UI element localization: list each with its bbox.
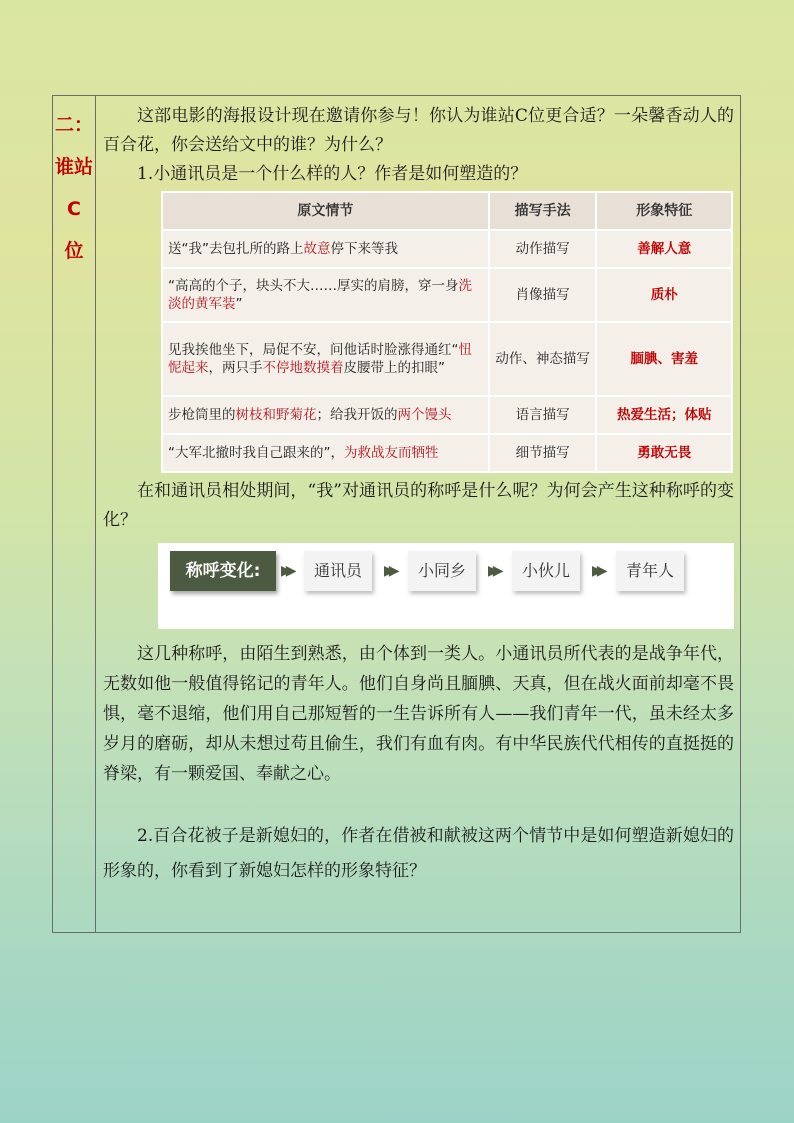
plot-text: ；给我开饭的: [316, 407, 398, 423]
plot-text: 步枪筒里的: [168, 407, 236, 423]
highlight-text: 树枝和野菊花: [235, 407, 317, 423]
paragraph-3: 这几种称呼，由陌生到熟悉，由个体到一类人。小通讯员所代表的是战争年代，无数如他一般值得铭记的青年人。他们自身尚且腼腆、天真，但在战火面前却毫不畏惧，毫不退缩，他们用自己那短暂的一生告诉所有人——我们青年一代，虽未经太多岁月的磨砺，却从未想过苟且偷生，我们有血有肉。有中华民族代代相传的直挺挺的脊梁，有一颗爱国、奉献之心。: [103, 644, 734, 784]
cell-method: 细节描写: [489, 434, 597, 472]
plot-text: 皮腰带上的扣眼”: [343, 360, 445, 376]
header-method: 描写手法: [489, 192, 597, 230]
question-2: 2.百合花被子是新媳妇的，作者在借被和献被这两个情节中是如何塑造新媳妇的形象的，你看到了新媳妇怎样的形象特征？: [103, 826, 734, 881]
cell-plot: [162, 396, 489, 434]
section-label-line: 二：: [54, 114, 93, 136]
cell-feature: 热爱生活；体贴: [596, 396, 732, 434]
cell-feature: 善解人意: [596, 230, 732, 268]
double-arrow-icon: ▶▶: [592, 563, 602, 579]
plot-text: 送“我”去包扎所的路上: [168, 241, 304, 257]
cell-feature: 勇敢无畏: [596, 434, 732, 472]
highlight-text: 两个馒头: [397, 407, 452, 423]
cell-feature: 质朴: [596, 268, 732, 322]
cell-method: 语言描写: [489, 396, 597, 434]
cell-method: 动作描写: [489, 230, 597, 268]
double-arrow-icon: ▶▶: [281, 563, 291, 579]
cell-plot: [162, 322, 489, 396]
double-arrow-icon: ▶▶: [384, 563, 394, 579]
highlight-text: 不停地数摸着: [262, 360, 344, 376]
content-cell: [96, 96, 740, 932]
cell-plot: [162, 268, 489, 322]
diagram-label: 称呼变化:: [170, 551, 276, 591]
paragraph-2: 在和通讯员相处期间，“我”对通讯员的称呼是什么呢？为何会产生这种称呼的变化？: [103, 481, 734, 530]
highlight-text: 洗淡的黄军装: [168, 278, 472, 312]
plot-text: “高高的个子，块头不大……厚实的肩膀，穿一身: [168, 278, 459, 294]
section-label: [53, 96, 96, 932]
diagram-item: 小同乡: [408, 551, 476, 591]
section-label-line: 位: [64, 240, 84, 262]
header-plot: 原文情节: [162, 192, 489, 230]
table-row: [162, 268, 732, 322]
highlight-text: 为救战友而牺牲: [344, 445, 439, 461]
lesson-table: [52, 95, 741, 933]
double-arrow-icon: ▶▶: [488, 563, 498, 579]
table-row: [162, 434, 732, 472]
character-table: [161, 191, 733, 473]
highlight-text: 忸怩起来: [168, 342, 472, 376]
section-label-line: 谁站: [54, 156, 93, 178]
highlight-text: 故意: [303, 241, 331, 257]
plot-text: ”: [235, 296, 243, 312]
section-label-line: C: [67, 198, 81, 220]
plot-text: 停下来等我: [330, 241, 398, 257]
plot-text: 见我挨他坐下，局促不安，问他话时脸涨得通红“: [168, 342, 459, 358]
plot-text: “大军北撤时我自己跟来的”，: [168, 445, 344, 461]
diagram-item: 小伙儿: [512, 551, 580, 591]
table-row: [162, 230, 732, 268]
cell-plot: [162, 434, 489, 472]
diagram-item: 通讯员: [304, 551, 372, 591]
title-change-diagram: [158, 543, 734, 629]
plot-text: ，两只手: [208, 360, 263, 376]
diagram-item: 青年人: [616, 551, 684, 591]
table-row: [162, 322, 732, 396]
intro-paragraph: 这部电影的海报设计现在邀请你参与！你认为谁站C位更合适？一朵馨香动人的百合花，你会送给文中的谁？为什么？: [103, 106, 734, 155]
cell-plot: [162, 230, 489, 268]
table-row: [162, 396, 732, 434]
header-feature: 形象特征: [596, 192, 732, 230]
cell-method: 动作、神态描写: [489, 322, 597, 396]
cell-feature: 腼腆、害羞: [596, 322, 732, 396]
character-table-image: [161, 191, 733, 473]
cell-method: 肖像描写: [489, 268, 597, 322]
question-1: 1.小通讯员是一个什么样的人？作者是如何塑造的？: [137, 164, 528, 184]
table-header-row: [162, 192, 732, 230]
